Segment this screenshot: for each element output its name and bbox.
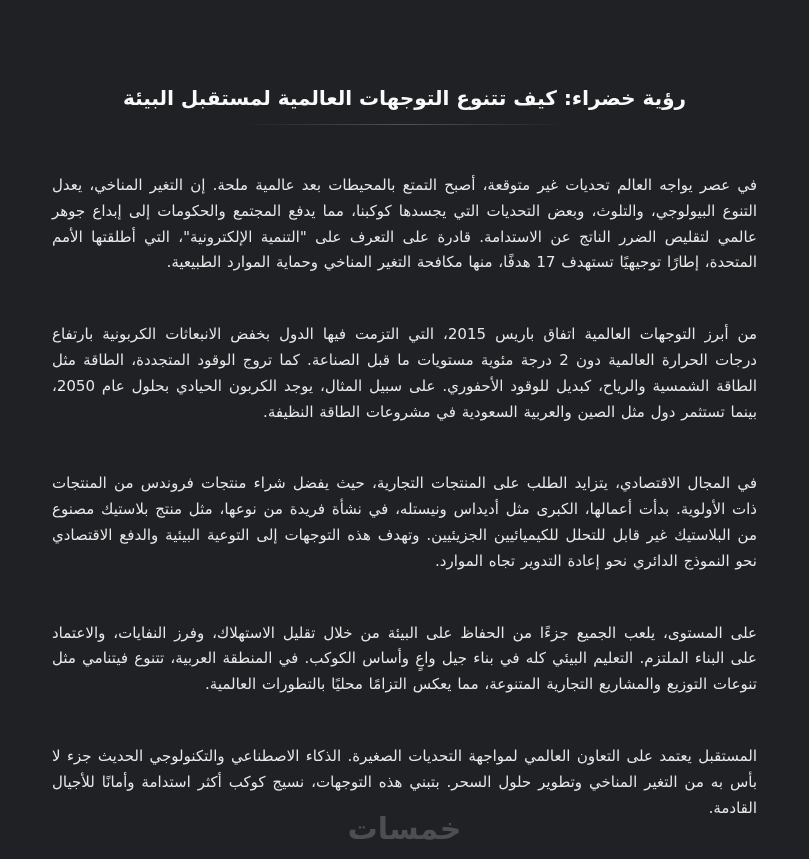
paragraph-paris-agreement: من أبرز التوجهات العالمية اتفاق باريس 2015، التي التزمت فيها الدول بخفض الانبعاثات الكربونية بارتفاع درجات الحرارة العالمية دون 2 درجة مئوية مستويات ما قبل الصناعة. كما تروج الوقود المتجددة، الطاقة مثل الطاقة الشمسية والرياح، كبديل للوقود الأحفوري. على سبيل المثال، يوجد الكربون الحيادي بحلول عام 2050، بينما تستثمر دول مثل الصين والعربية السعودية في مشروعات الطاقة النظيفة. — [52, 325, 757, 421]
title-divider — [240, 124, 570, 125]
paragraph-future: المستقبل يعتمد على التعاون العالمي لمواجهة التحديات الصغيرة. الذكاء الاصطناعي والتكنولوجي الحديث جزء لا بأس به من التغير المناخي وتطوير حلول السحر. بتبني هذه التوجهات، نسيج كوكب أكثر استدامة وأمانًا للأجيال القادمة. — [52, 746, 757, 817]
article-body — [52, 173, 757, 821]
paragraph-economy: في المجال الاقتصادي، يتزايد الطلب على المنتجات التجارية، حيث يفضل شراء منتجات فروندس من المنتجات ذات الأولوية. بدأت أعمالها، الكبرى مثل أديداس ونيستله، في نشأة فريدة من نوعها، مثل منتج بلاستيك مصنوع من البلاستيك غير قابل للتحلل للكيميائيين الجزيئيين. وتهدف هذه التوجهات إلى التوعية البيئية والدفع الاقتصادي نحو النموذج الدائري نحو إعادة التدوير تجاه الموارد. — [52, 474, 757, 570]
paragraph-individual-level: على المستوى، يلعب الجميع جزءًا من الحفاظ على البيئة من خلال تقليل الاستهلاك، وفرز النفايات، والاعتماد على البناء الملتزم. التعليم البيئي كله في بناء جيل واعٍ وأساس الكوكب. في المنطقة العربية، تتنوع فيتنامي مثل تنوعات التوزيع والمشاريع التجارية المتنوعة، مما يعكس التزامًا محليًا بالتطورات العالمية. — [52, 623, 757, 694]
khamsat-watermark-logo: خمسات — [347, 812, 462, 847]
page-title: رؤية خضراء: كيف تتنوع التوجهات العالمية لمستقبل البيئة — [122, 86, 687, 110]
paragraph-intro: في عصر يواجه العالم تحديات غير متوقعة، أصبح التمتع بالمحيطات بعد عالمية ملحة. إن التغير المناخي، يعدل التنوع البيولوجي، والتلوث، وبعض التحديات التي يجسدها كوكبنا، مما يدفع المجتمع والحكومات إلى إبداع جوهر عالمي لتقليص الضرر الناتج عن الاستدامة. قادرة على التعرف على "التنمية الإلكترونية"، التي أطلقتها الأمم المتحدة، إطارًا توجيهيًا تستهدف 17 هدفًا، منها مكافحة التغير المناخي وحماية الموارد الطبيعية. — [52, 176, 757, 272]
